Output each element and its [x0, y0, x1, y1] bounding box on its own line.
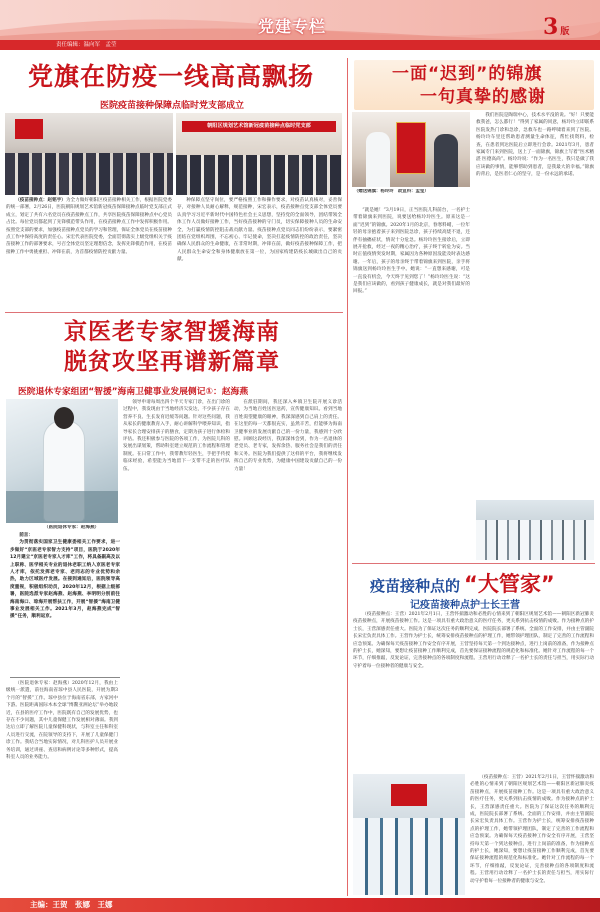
article2-photo: [352, 112, 470, 187]
article3-col2-text: 领导申请每周出四个半天专家门诊，在出门诊的过程中，我发现由于当地经济欠发达，不少孩子存在营养不良、生长发育迟缓等问题。针对这些问题，我从家长的健康教育入手，耐心讲解科学喂养知识，指导家长合理安排孩子的膳食，定期为孩子进行体检和评估。我还积极参与医院的各项工作，为医院儿科的发展出谋划策，帮助科室建立规范的工作流程和管理制度。在日常工作中，我带教年轻医生，手把手传授临床经验，希望能为当地留下一支带不走的医疗队伍。: [123, 400, 230, 472]
page-number: 3: [543, 14, 559, 40]
person-right: [434, 134, 458, 187]
article1-photo-right: [176, 113, 342, 195]
page-unit: 版: [560, 27, 570, 37]
article1-photo-left: [5, 113, 173, 195]
article3-intro-text: 为贯彻落实国家卫生健康委相关工作要求，进一步做好“京医老专家智力支持”项目，医院于2020年12月建立“京医老专家人才库”工作，将具备副高及以上职称、医学相关专业的退休老职工纳入京医老专家人才库，依托发挥老专家、老同志的专业优势和余热，助力区域医疗发展。在接到通知后，医院领导高度重视，积极组织动员，2020年12月，根据上级部署，医院选派专家赵海燕、赵海燕、李明明分别前往海南海口、琼海开展帮扶工作，开展“智援”海南卫健事业发展相关工作。2021年3月，赵海燕完成“智援”任务，顺利返京。: [10, 540, 120, 620]
staff-group: [476, 520, 594, 560]
divider-intro: [10, 677, 120, 678]
article1-body-right-text: 种保障点坚守岗位，要严格按照工作和操作要求，对疫苗认真核对，妥善保存，对接种人员耐心解释，规范接种，宋宏表示，疫苗接种点党支部全体党员要认真学习习近平新时代中国特色社会主义思想，坚持党的全面领导，团结带领全体工作人员做好接种工作，当好疫苗接种的守门员，切实保障接种人员的生命安全，为打赢疫情防控阻击战贡献力量。疫苗接种点党员同志们纷纷表示，要紧密团结在党组织周围，不忘初心、牢记使命，坚决扛起疫情防控的政治责任，坚决确保人民群众的生命健康，在非常时期，冲锋在前，做好疫苗接种保障工作，把人民群众生命安全和身体健康放在第一位，为国家构建防疫长城做出自己的贡献。: [177, 198, 342, 263]
nurse-group: [353, 818, 465, 895]
article2-caption: （赠送锦旗：杨玲玲 政宣科：孟莹）: [354, 189, 429, 194]
header-section-title: 党建专栏: [258, 17, 327, 36]
article2-photo-bottom: [476, 500, 594, 560]
people-group: [5, 153, 173, 195]
header-bar: [0, 0, 600, 52]
article2-col1: [353, 207, 470, 559]
desk: [6, 491, 118, 523]
article1-banner: 朝阳区规划艺术馆新冠疫苗接种点临时党支部: [182, 121, 336, 132]
article4-subtitle: 记疫苗接种点护士长王营: [410, 600, 520, 611]
doctor-head: [54, 407, 74, 429]
article1-subtitle: 医院疫苗接种保障点临时党支部成立: [100, 101, 245, 111]
divider-horizontal-article3: [5, 312, 343, 313]
article4-body-text: （疫苗接种点：王营）2021年2月1日，王营怀揣激动和必胜的心情来到了朝阳区规划艺术馆——朝阳区新冠肺炎疫苗接种点，开展疫苗接种工作。这是一项具有重大政治意义的医疗任务，更关系到抗击疫情的成败。作为接种点的护士长，王营深感责任重大。医院为了保证这次任务的顺利完成，医院院长部署了系统、全面的工作安排，并由主管副院长宋宏负责具体工作。王营作为护士长，统筹安排疫苗接种点的护理工作，她带领护理团队，制定了完善的工作流程和应急预案。为确保每天疫苗接种工作安全有序开展，王营坚持每天第一个到达接种点，进行上岗前的准备，作为接种点的护士长，她深知，要想让疫苗接种工作顺利完成，首先要保证接种流程的规范化和标准化。她针对工作流程的每一个环节，仔细推敲，反复论证，完善接种点的各项制度和流程。王营用行动诠释了一名护士长的责任与担当，用实际行动守护着每一位接种者的健康与安全。: [353, 612, 594, 669]
article4-title-quote: “大管家”: [464, 572, 555, 596]
article1-body-right: [177, 197, 342, 305]
article3-caption: （医院退休专家：赵海燕）: [44, 525, 100, 530]
article3-col3: [234, 399, 342, 895]
person-left: [366, 132, 390, 187]
article4-title-pre: 疫苗接种点的: [370, 577, 461, 595]
article4-side-text: [470, 774, 594, 895]
article1-body-left-text: 为全力做好朝阳区疫苗接种相关工作，根据医院党委的统一部署，2月26日，医院朝阳规划艺术馆新冠疫苗保障接种点临时党支部正式成立，划定了共有六名党员在疫苗接种点工作，共享医院疫苗保障接种点中心党员占比。每位党员都起到了先锋模范带头作用，在疫苗接种点工作中发挥积极作用。按照党支部的要求，加强疫苗接种点党员的学习和管理，保证全体党员在疫苗接种点工作中保持高度的责任心。宋宏代表医院党委，全面贯彻落实上级党组织关于疫苗接种工作的部署要求，号召全体党员坚定理想信念，发挥先锋模范作用，在疫苗接种工作中勇挑重担、冲锋在前，为首都疫情防控贡献力量。: [6, 198, 172, 255]
article3-intro: [10, 532, 120, 676]
article3-title-line2: 脱贫攻坚再谱新篇章: [64, 349, 280, 375]
article2-title-line2: 一句真挚的感谢: [420, 87, 546, 107]
footer-editors: 主编：王贺 张娜 王娜: [30, 900, 113, 909]
article3-col1-text: （医院退休专家：赵海燕）2020年12月，我由上级统一派遣，前往海南省琼中县人民医院，开展为期3个月的“智援”工作。琼中县位于海南省东部，方家河中下游。医院距离国际木本全球“博鳌亚洲论坛”举办地较近，在县的医疗工作中，医院既有自己的发展优势，也存在不少问题，其中儿童保健工作发展相对薄弱。我到达后立即了解医院儿童保健科现状，与科室主任和科室人员进行交流，在院领导的支持下，开展了儿童保健门诊工作。我结合当地实际情况，对儿科医护人员开展业务培训，通过讲座、查房和病例讨论等多种形式，提高科室人员的业务能力。: [6, 681, 118, 761]
divider-vertical-main: [347, 58, 348, 896]
article3-col3-text: 在派驻期间，我还深入乡镇卫生院开展义诊活动，为当地百姓送医送药，宣传健康知识。看到当地百姓渴望健康的眼神，我深深感到自己肩上的责任。在这里的每一天都很充实，虽然辛苦，但能够为海南卫健事业的发展贡献自己的一份力量，我感到十分欣慰。回顾这段经历，我深深体会到，作为一名退休的老党员、老专家，发挥余热、服务社会是我们的责任和义务。医院为我们提供了这样的平台，我将继续发挥自己的专业优势，为健康中国建设贡献自己的一份力量！: [234, 400, 342, 472]
article2-title-line1: 一面“迟到”的锦旗: [392, 64, 543, 84]
article4-side-text-content: （疫苗接种点：王营）2021年2月1日，王营怀揣激动和必胜的心情来到了朝阳区规划艺术馆——朝阳区新冠肺炎疫苗接种点，开展疫苗接种工作。这是一项具有重大政治意义的医疗任务，更关系到抗击疫情的成败。作为接种点的护士长，王营深感责任重大。医院为了保证这次任务的顺利完成，医院院长部署了系统、全面的工作安排，并由主管副院长宋宏负责具体工作。王营作为护士长，统筹安排疫苗接种点的护理工作，她带领护理团队，制定了完善的工作流程和应急预案。为确保每天疫苗接种工作安全有序开展，王营坚持每天第一个到达接种点，进行上岗前的准备，作为接种点的护士长，她深知，要想让疫苗接种工作顺利完成，首先要保证接种流程的规范化和标准化。她针对工作流程的每一个环节，仔细推敲，反复论证，完善接种点的各项制度和流程。王营用行动诠释了一名护士长的责任与担当，用实际行动守护着每一位接种者的健康与安全。: [470, 775, 594, 884]
article3-photo: [6, 399, 118, 523]
divider-horizontal-article4: [352, 563, 595, 564]
article1-title: 党旗在防疫一线高高飘扬: [28, 62, 315, 91]
party-flag-icon: [15, 119, 43, 139]
article1-body-left: [6, 197, 172, 305]
people-group: [176, 155, 342, 195]
article3-subtitle: 医院退休专家组团“智援”海南卫健事业发展侧记①：赵海燕: [18, 387, 249, 397]
article4-body: [353, 611, 594, 771]
article4-title: [370, 568, 555, 598]
banner-pennant: [396, 122, 426, 174]
header-page-number: [543, 14, 569, 40]
party-flag-icon: [391, 784, 427, 806]
article2-col2-text: 我们医院是陶瑞中心，技术水平没的说。“好！只要能救我爸，怎么都行！”得到了家属的同意，杨玲玲立即联系医院发热门诊和急诊，急救车也一路呼啸着来到了医院。杨玲玲车里还帮助患者测量生命体征，帮忙找资料，检查，在患者到达医院后立即进行会诊。2021年3月，患者家属专门来到医院，送上了一面锦旗，锦旗上写着“医术精湛 医德高尚”。杨玲玲说：“作为一名医生，我只是做了我应该做的事情，能够帮助到患者，是我最大的幸福。”锦旗的背后，是医者仁心的坚守，是一份永远的承诺。: [476, 113, 594, 178]
article3-title-line1: 京医老专家智援海南: [64, 319, 280, 345]
article1-caption: （疫苗接种点：赵铭宇）: [15, 198, 66, 203]
article3-intro-label: 前言：: [19, 533, 33, 538]
article3-col2: [123, 399, 230, 895]
article3-col1: [6, 680, 118, 895]
header-editor: 责任编辑：温向军 孟莹: [56, 42, 117, 48]
article2-col2: [476, 112, 594, 492]
article2-col1-text: “就是她！”3月19日，正当医院儿科前台，一名护士带着锦旗来到医院，说要送给杨玲玲医生。原来这是一面“迟到”的锦旗。2020年1月的北京，春寒料峭，一位年轻的母亲抱着孩子来到医院急诊，孩子持续高烧不退，还伴有抽搐症状，情况十分危急。杨玲玲医生接诊后，立即展开抢救，经过一夜的精心治疗，孩子终于转危为安。当时正值疫情突发时期，家属因为各种原因没能及时表达感谢。一年后，孩子的母亲终于带着锦旗来到医院，亲手将锦旗送到杨玲玲医生手中。她说：“一直想来感谢，可是一直没有机会，今天终于见到您了！”杨玲玲医生说：“这是我们应该做的，看到孩子健康成长，就是对我们最好的回报。”: [353, 208, 470, 295]
article4-photo: [353, 774, 465, 895]
